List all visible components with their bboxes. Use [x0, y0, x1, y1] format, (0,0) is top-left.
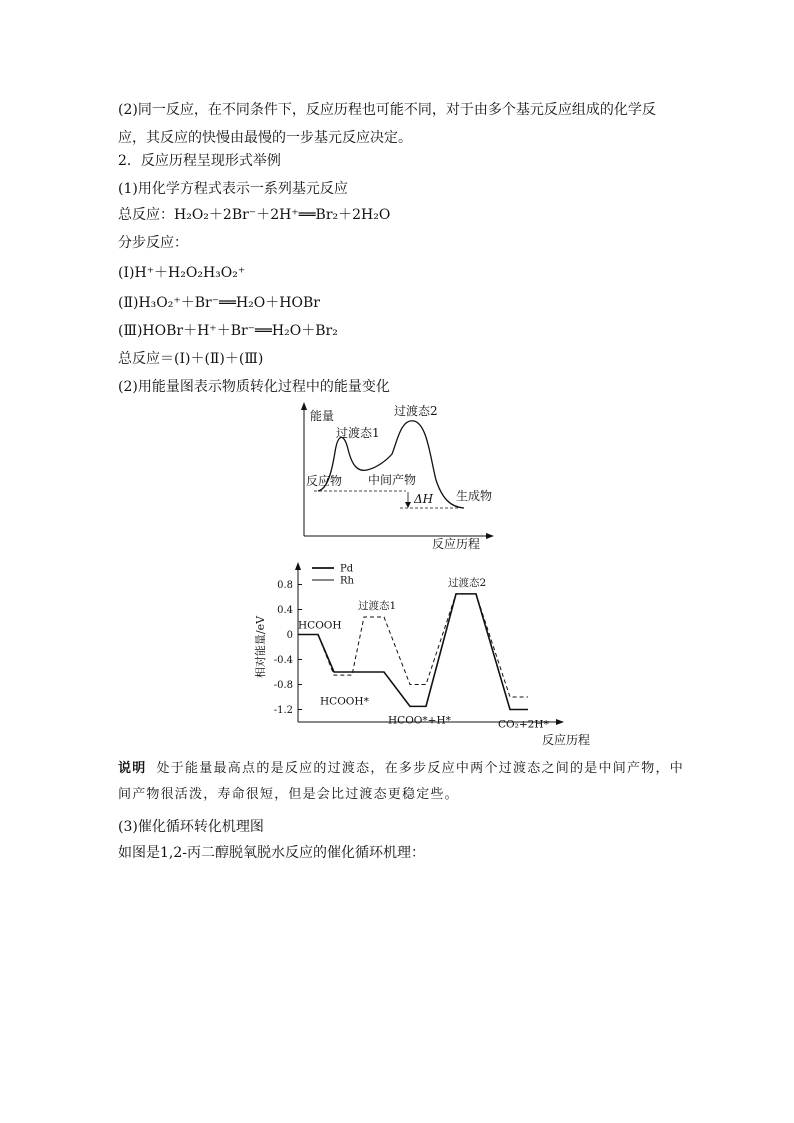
- product-label: 生成物: [456, 489, 493, 503]
- note-label: 说明: [118, 761, 147, 776]
- intermediate-label: 中间产物: [368, 473, 417, 487]
- y-tick-label: -0.4: [273, 655, 293, 666]
- legend-entry-pd: Pd: [340, 563, 354, 575]
- section-heading-2: 2．反应历程呈现形式举例: [118, 153, 281, 169]
- transition-state-2-label: 过渡态2: [394, 404, 438, 418]
- step-reaction-2: (Ⅱ)H₃O₂⁺＋Br⁻══H₂O＋HOBr: [118, 295, 320, 311]
- y-axis-arrow: [295, 562, 301, 570]
- y-tick-label: -1.2: [273, 705, 293, 716]
- state-label-co2-2h: CO₂+2H*: [498, 718, 549, 731]
- transition-state-2-label: 过渡态2: [448, 576, 487, 589]
- y-axis-label: 能量: [310, 409, 335, 423]
- subheading-3: (3)催化循环转化机理图: [118, 819, 264, 835]
- step-reaction-3: (Ⅲ)HOBr＋H⁺＋Br⁻══H₂O＋Br₂: [118, 323, 338, 339]
- total-reaction-line: [118, 206, 390, 224]
- state-label-hcoo-h: HCOO*+H*: [388, 714, 451, 727]
- y-tick-label: 0.8: [277, 580, 293, 591]
- subheading-1: (1)用化学方程式表示一系列基元反应: [118, 181, 348, 197]
- note-text: 处于能量最高点的是反应的过渡态，在多步反应中两个过渡态之间的是中间产物，中间产物很活泼，寿命很短，但是会比过渡态更稳定些。: [118, 761, 684, 802]
- y-tick-label: 0.4: [277, 605, 293, 616]
- x-axis-arrow: [556, 719, 564, 725]
- x-axis-label: 反应历程: [542, 733, 591, 747]
- total-reaction-label: 总反应：: [118, 207, 174, 223]
- delta-h-label: ΔH: [414, 492, 434, 506]
- subheading-2: (2)用能量图表示物质转化过程中的能量变化: [118, 379, 390, 395]
- series-line-rh: [298, 594, 528, 697]
- y-axis-arrow: [301, 402, 307, 410]
- note-block: [118, 756, 684, 808]
- energy-profile-chart: [250, 560, 591, 750]
- energy-diagram: [290, 400, 530, 550]
- y-tick-label: -0.8: [273, 680, 293, 691]
- legend-entry-rh: Rh: [340, 575, 354, 587]
- paragraph-reaction-path: (2)同一反应，在不同条件下，反应历程也可能不同，对于由多个基元反应组成的化学反应，其反应的快慢由最慢的一步基元反应决定。: [118, 102, 656, 146]
- state-label-hcooh-ads: HCOOH*: [320, 695, 369, 708]
- step-reaction-1: (Ⅰ)H⁺＋H₂O₂H₃O₂⁺: [118, 265, 246, 281]
- transition-state-1-label: 过渡态1: [336, 426, 380, 440]
- catalytic-cycle-intro: 如图是1,2-丙二醇脱氧脱水反应的催化循环机理：: [118, 845, 425, 861]
- x-axis-label: 反应历程: [432, 537, 481, 551]
- x-axis-arrow: [486, 533, 494, 539]
- series-group: [298, 594, 528, 710]
- delta-h-arrowhead: [405, 502, 411, 508]
- reactant-label: 反应物: [306, 474, 343, 488]
- series-line-pd: [298, 594, 528, 710]
- state-label-hcooh: HCOOH: [298, 619, 342, 632]
- labels-group: [298, 576, 549, 731]
- total-reaction-equation: H₂O₂＋2Br⁻＋2H⁺══Br₂＋2H₂O: [174, 207, 391, 223]
- transition-state-1-label: 过渡态1: [358, 600, 397, 612]
- total-reaction-sum: 总反应＝(Ⅰ)＋(Ⅱ)＋(Ⅲ): [118, 351, 264, 367]
- step-reactions-label: 分步反应：: [118, 235, 188, 251]
- y-tick-label: 0: [286, 630, 293, 641]
- y-axis-label: 相对能量/eV: [254, 615, 267, 679]
